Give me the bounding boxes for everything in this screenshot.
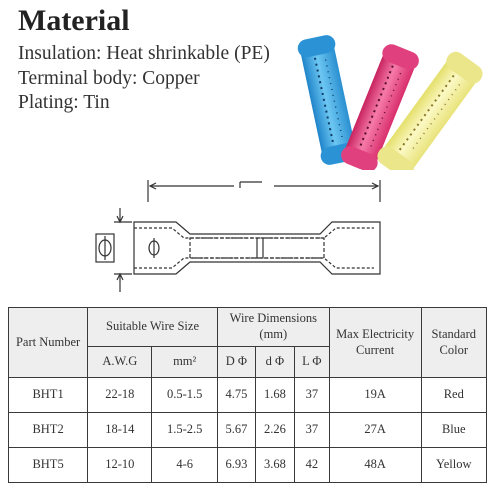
subheader-mm2: mm² xyxy=(152,347,217,378)
subheader-outer-diameter: D Φ xyxy=(217,347,255,378)
spec-table xyxy=(8,307,487,483)
header-part-number-label: Part Number xyxy=(15,334,81,349)
cell-current: 27A xyxy=(329,413,421,448)
cell-outer-diameter: 5.67 xyxy=(217,413,255,448)
cell-part: BHT2 xyxy=(9,413,88,448)
cell-current: 19A xyxy=(329,378,421,413)
subheader-length: L Φ xyxy=(294,347,329,378)
cell-inner-diameter: 1.68 xyxy=(255,378,294,413)
header-max-current-label: Max Electricity Current xyxy=(336,326,415,357)
cell-awg: 18-14 xyxy=(88,413,152,448)
cell-inner-diameter: 3.68 xyxy=(255,448,294,483)
header-suitable-wire-size-label: Suitable Wire Size xyxy=(106,319,199,334)
cell-outer-diameter: 4.75 xyxy=(217,378,255,413)
table-row xyxy=(9,378,487,413)
cell-current: 48A xyxy=(329,448,421,483)
cell-mm2: 1.5-2.5 xyxy=(152,413,217,448)
header-wire-dimensions xyxy=(217,308,329,347)
cell-awg: 12-10 xyxy=(88,448,152,483)
subheader-awg: A.W.G xyxy=(88,347,152,378)
cell-length: 42 xyxy=(294,448,329,483)
header-standard-color-label: Standard Color xyxy=(431,326,476,357)
cell-part: BHT1 xyxy=(9,378,88,413)
cell-part: BHT5 xyxy=(9,448,88,483)
cell-color: Blue xyxy=(421,413,486,448)
table-row xyxy=(9,448,487,483)
cell-inner-diameter: 2.26 xyxy=(255,413,294,448)
product-photo xyxy=(280,20,500,170)
header-suitable-wire-size xyxy=(88,308,218,347)
spec-terminal-body: Terminal body: Copper xyxy=(18,68,200,89)
cell-length: 37 xyxy=(294,378,329,413)
cell-outer-diameter: 6.93 xyxy=(217,448,255,483)
material-title: Material xyxy=(18,4,130,37)
cell-color: Yellow xyxy=(421,448,486,483)
header-row-1 xyxy=(9,308,487,347)
header-part-number xyxy=(9,308,88,378)
cell-length: 37 xyxy=(294,413,329,448)
cell-mm2: 0.5-1.5 xyxy=(152,378,217,413)
cell-color: Red xyxy=(421,378,486,413)
header-max-current xyxy=(329,308,421,378)
cell-awg: 22-18 xyxy=(88,378,152,413)
cell-mm2: 4-6 xyxy=(152,448,217,483)
spec-plating: Plating: Tin xyxy=(18,92,110,113)
header-standard-color xyxy=(421,308,486,378)
spec-insulation: Insulation: Heat shrinkable (PE) xyxy=(18,43,270,64)
header-wire-dimensions-label: Wire Dimensions (mm) xyxy=(229,311,317,341)
subheader-inner-diameter: d Φ xyxy=(255,347,294,378)
dimension-drawing xyxy=(84,172,404,298)
table-row xyxy=(9,413,487,448)
